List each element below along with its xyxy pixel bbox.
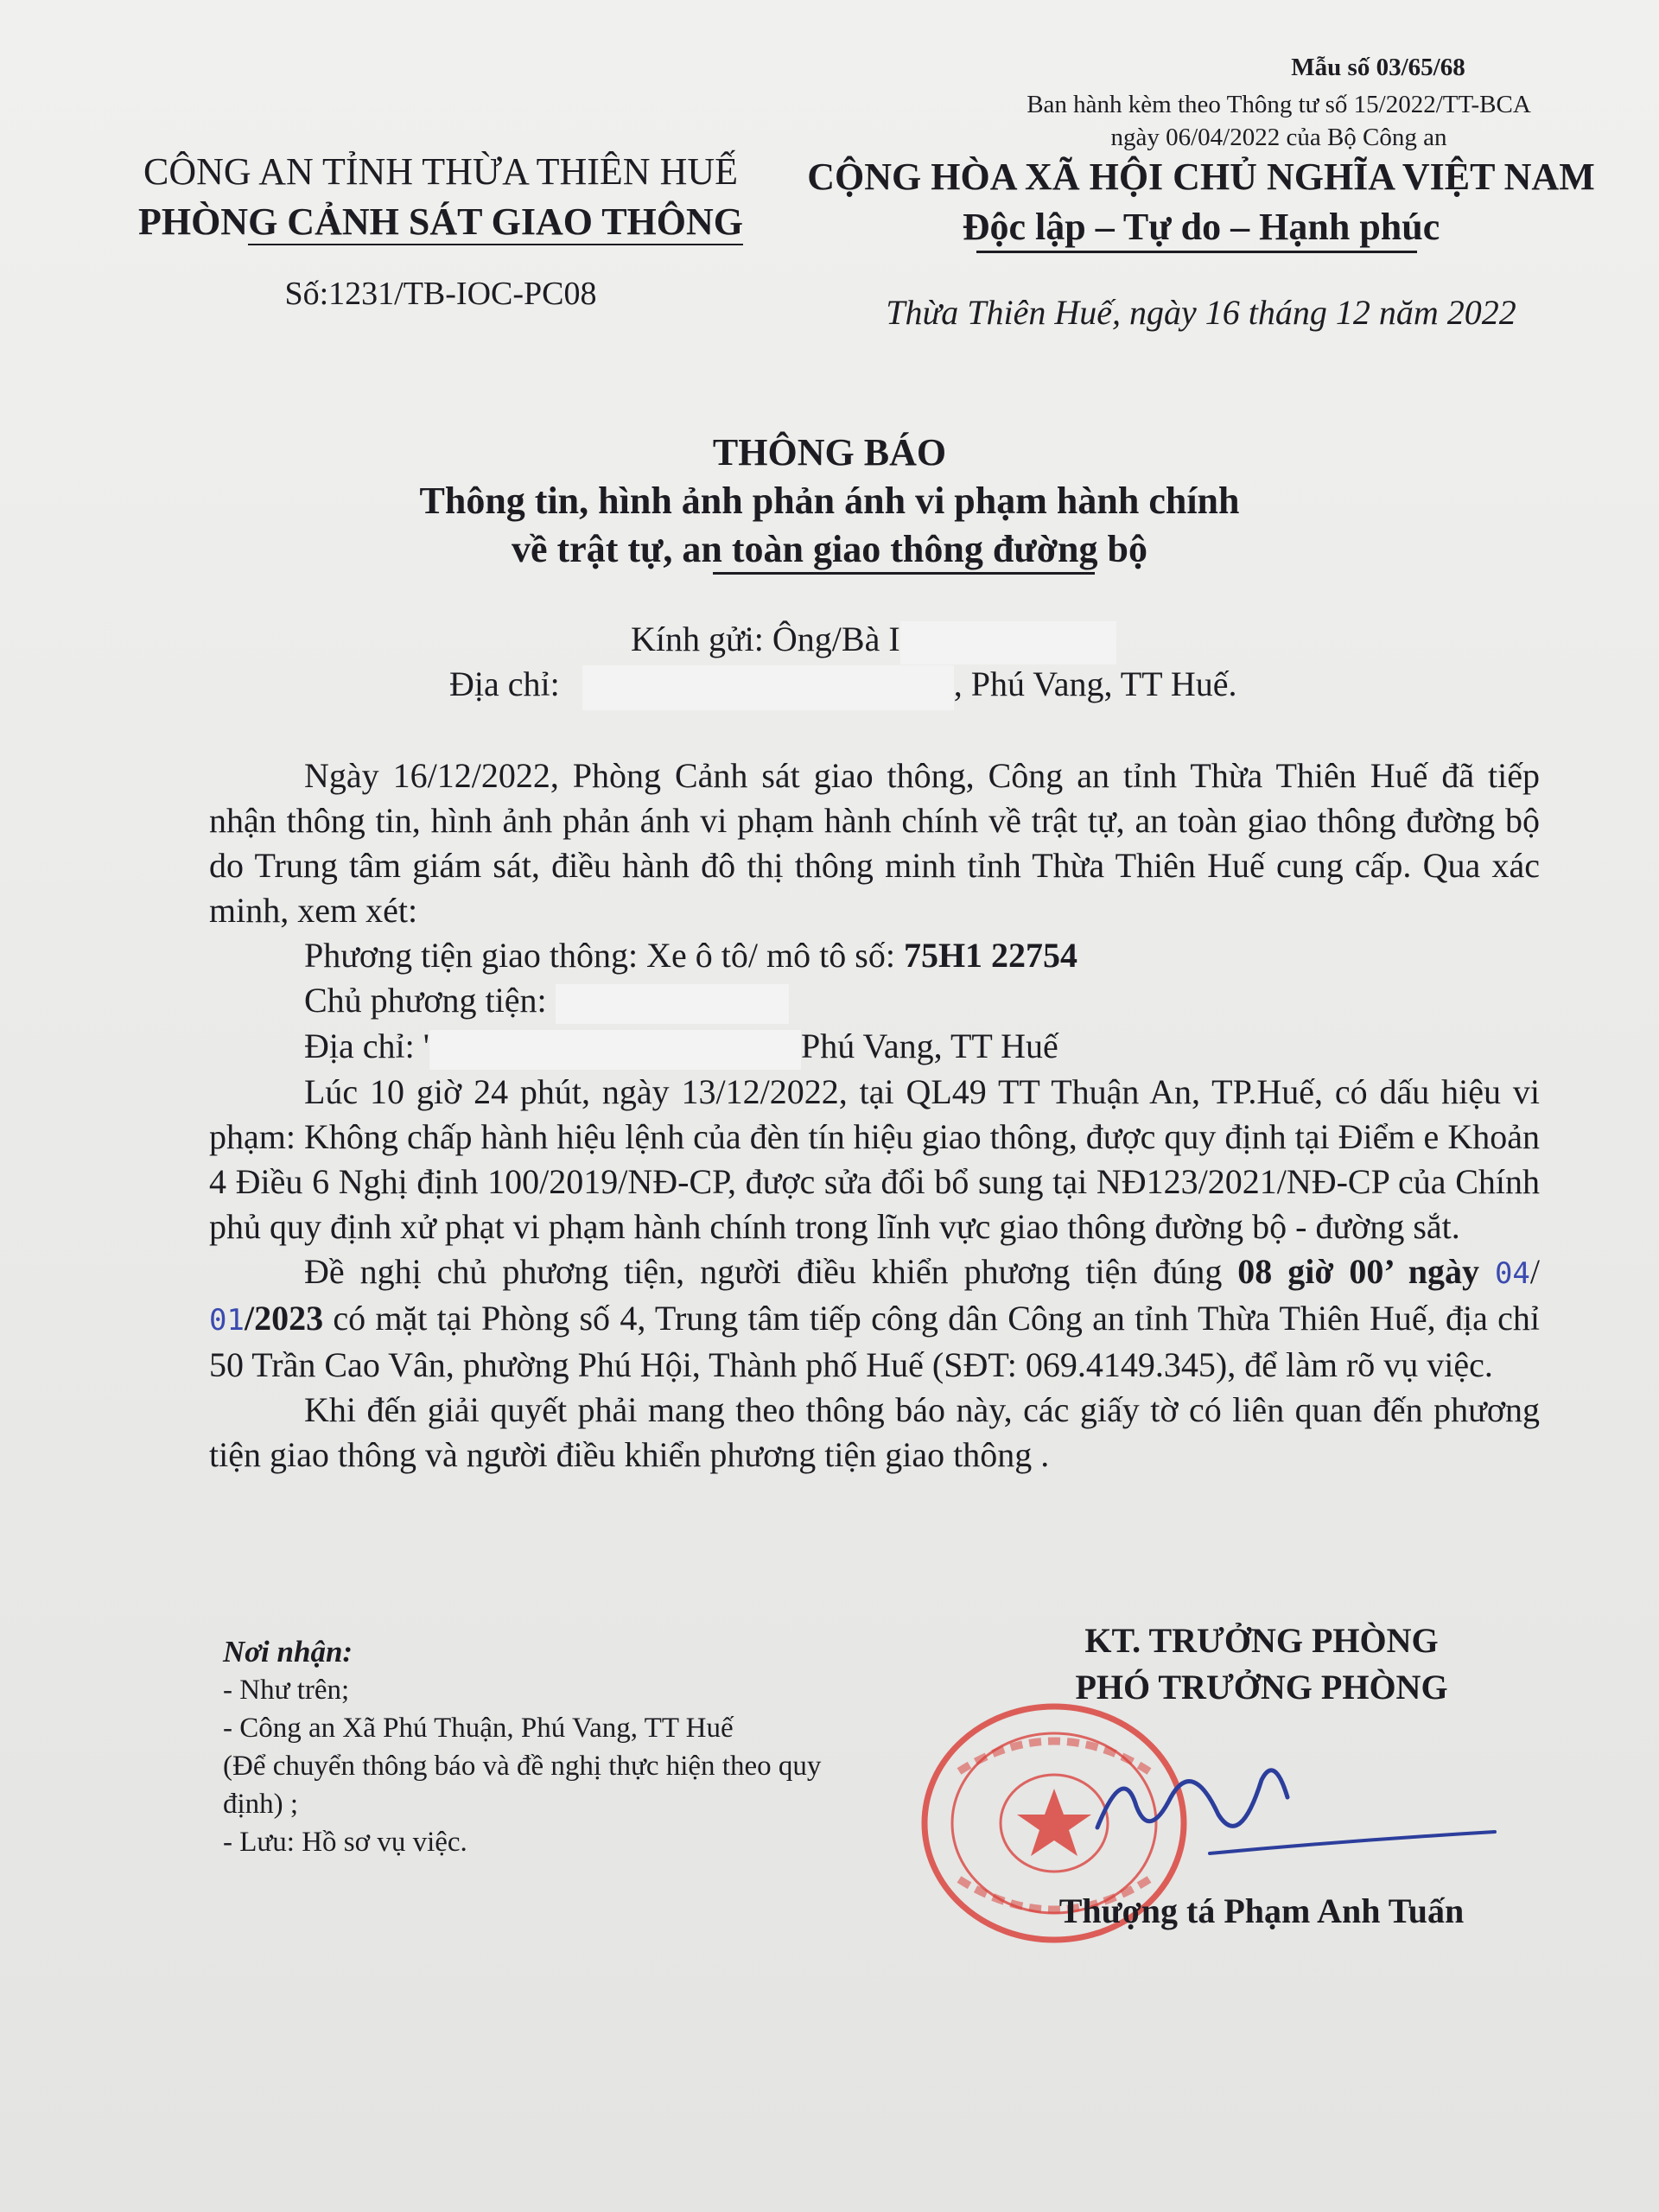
paragraph-violation: Lúc 10 giờ 24 phút, ngày 13/12/2022, tại QL49 TT Thuận An, TP.Huế, có dấu hiệu vi phạm: Không chấp hành hiệu lệnh của đèn tín hiệu giao thông, được quy định tại Điểm e Khoản 4 Điều 6 Nghị định 100/2019/NĐ-CP, được sửa đổi bổ sung tại NĐ123/2021/NĐ-CP của Chính phủ quy định xử phạt vi phạm hành chính trong lĩnh vực giao thông đường bộ - đường sắt. [209,1071,1540,1246]
address-tail: , Phú Vang, TT Huế. [953,664,1237,703]
issuing-unit [130,197,752,247]
vehicle-label: Phương tiện giao thông: Xe ô tô/ mô tô số: [304,936,904,975]
receiver-item: - Lưu: Hồ sơ vụ việc. [223,1827,467,1858]
republic-header [778,152,1624,252]
issuing-unit-rest: G CẢNH SÁT GIAO THÔNG [248,200,743,245]
signer-name: Thượng tá Phạm Anh Tuấn [1058,1891,1465,1930]
redacted-owner [556,984,789,1024]
parent-agency: CÔNG AN TỈNH THỪA THIÊN HUẾ [143,150,738,193]
paragraph-documents: Khi đến giải quyết phải mang theo thông báo này, các giấy tờ có liên quan đến phương tiện giao thông và người điều khiển phương tiện giao thông . [209,1389,1540,1474]
owner-address-tail: Phú Vang, TT Huế [800,1026,1058,1065]
place-and-date: Thừa Thiên Huế, ngày 16 tháng 12 năm 2022 [886,293,1516,332]
recipient-address-line [449,664,1237,710]
redacted-name [900,621,1116,664]
owner-address-label: Địa chỉ: ' [304,1026,429,1065]
handwritten-signature [1089,1745,1503,1866]
vehicle-plate: 75H1 22754 [903,936,1078,975]
form-number: Mẫu số 03/65/68 [1291,54,1465,81]
handwritten-day: 04 [1494,1255,1530,1291]
handwritten-month: 01 [209,1302,245,1338]
paragraph-summons: Đề nghị chủ phương tiện, người điều khiển phương tiện đúng 08 giờ 00’ ngày 04/ 01/2023 có mặt tại Phòng số 4, Trung tâm tiếp công dân Công an tỉnh Thừa Thiên Huế, địa chỉ 50 Trần Cao Vân, phường Phú Hội, Thành phố Huế (SĐT: 069.4149.345), để làm rõ vụ việc. [209,1251,1541,1384]
agency-header [130,147,752,247]
summons-rest: có mặt tại Phòng số 4, Trung tâm tiếp công dân Công an tỉnh Thừa Thiên Huế, địa chỉ 50 Trần Cao Vân, phường Phú Hội, Thành phố Huế (SĐT: 069.4149.345), để làm rõ vụ việc. [209,1298,1540,1384]
recipient-line [631,619,1116,664]
decree-line-1: Ban hành kèm theo Thông tư số 15/2022/TT-BCA [1027,91,1531,118]
title-underline [713,572,1095,575]
title-line-1: Thông tin, hình ảnh phản ánh vi phạm hành chính [419,480,1240,522]
issuing-unit-prefix: PHÒN [137,200,249,243]
title-main: THÔNG BÁO [712,431,947,474]
receivers-heading: Nơi nhận: [223,1635,353,1669]
vehicle-line [209,933,1540,978]
decree-line-2: ngày 06/04/2022 của Bộ Công an [1110,124,1447,151]
signing-title: PHÓ TRƯỞNG PHÒNG [1075,1668,1448,1707]
recipient-label: Kính gửi: Ông/Bà I [631,620,900,658]
decree-reference [968,88,1590,154]
receiver-item: - Như trên; [223,1675,350,1706]
motto-underline [976,251,1417,253]
owner-line [209,978,1540,1024]
paragraph-receipt: Ngày 16/12/2022, Phòng Cảnh sát giao thông, Công an tỉnh Thừa Thiên Huế đã tiếp nhận thông tin, hình ảnh phản ánh vi phạm hành chính về trật tự, an toàn giao thông đường bộ do Trung tâm giám sát, điều hành đô thị thông minh tỉnh Thừa Thiên Huế cung cấp. Qua xác minh, xem xét: [209,756,1540,930]
address-label: Địa chỉ: [449,664,560,703]
document-number: Số:1231/TB-IOC-PC08 [284,276,597,312]
title-line-2: về trật tự, an toàn giao thông đường bộ [511,528,1147,570]
receiver-item: - Công an Xã Phú Thuận, Phú Vang, TT Huế [223,1713,734,1744]
summons-time: 08 giờ 00’ ngày [1237,1251,1479,1291]
owner-address-line [209,1024,1540,1070]
owner-label: Chủ phương tiện: [304,981,547,1020]
redacted-owner-address [429,1030,801,1070]
republic-name: CỘNG HÒA XÃ HỘI CHỦ NGHĨA VIỆT NAM [807,156,1595,198]
national-motto: Độc lập – Tự do – Hạnh phúc [962,206,1440,248]
summons-year: /2023 [244,1298,324,1338]
signing-authority: KT. TRƯỞNG PHÒNG [1084,1621,1439,1660]
notice-title [259,429,1400,574]
receiver-item: (Để chuyển thông báo và đề nghị thực hiện theo quy định) ; [223,1751,822,1820]
redacted-address [582,665,954,710]
receivers-block [223,1633,880,1861]
summons-start: Đề nghị chủ phương tiện, người điều khiển phương tiện đúng [304,1251,1238,1291]
notice-body [209,753,1540,1478]
